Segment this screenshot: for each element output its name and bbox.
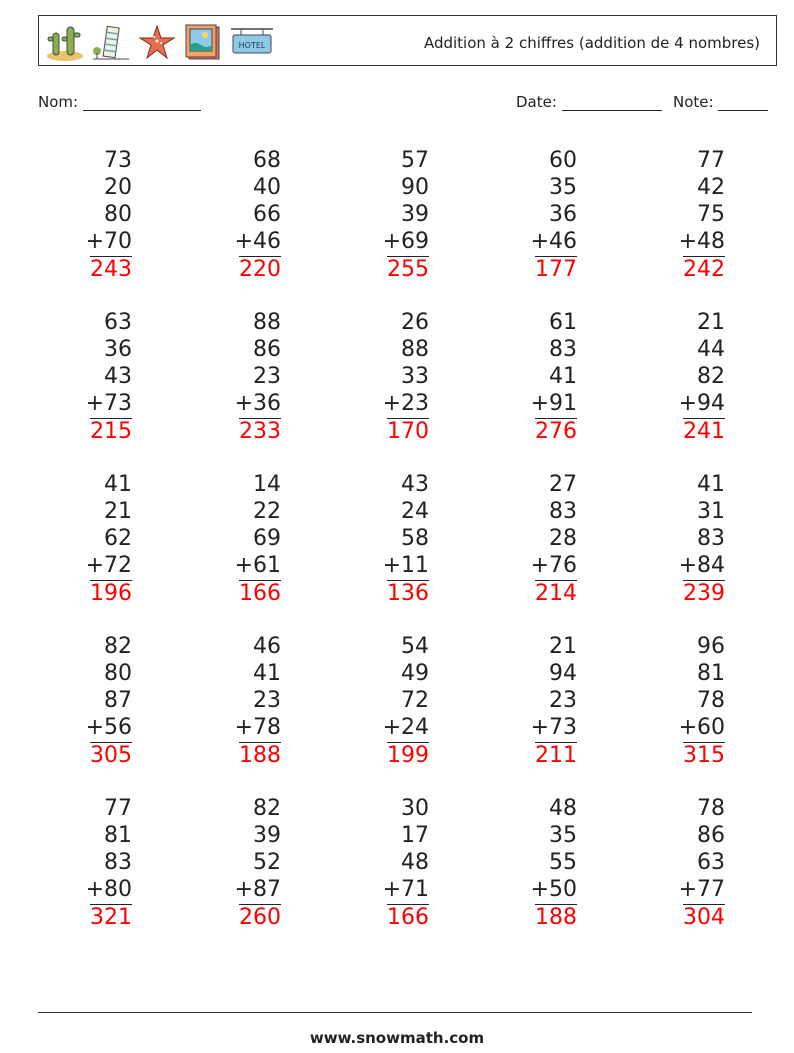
last-addend: +46	[234, 229, 281, 254]
addition-problem	[477, 309, 577, 445]
addend: 40	[253, 175, 281, 200]
addend: 63	[104, 310, 132, 335]
addend: 81	[104, 823, 132, 848]
addend: 83	[697, 526, 725, 551]
date-label: Date:	[516, 93, 557, 111]
addend: 83	[549, 337, 577, 362]
last-addend: +46	[530, 229, 577, 254]
addition-problem	[32, 795, 132, 931]
addend: 21	[697, 310, 725, 335]
addition-problem	[181, 795, 281, 931]
addition-problem	[625, 309, 725, 445]
addition-problem	[32, 471, 132, 607]
addend: 55	[549, 850, 577, 875]
addition-problem	[181, 147, 281, 283]
last-addend: +61	[234, 553, 281, 578]
addend: 20	[104, 175, 132, 200]
starfish-icon	[137, 23, 177, 61]
addend: 86	[253, 337, 281, 362]
addition-problem	[477, 795, 577, 931]
answer: 239	[683, 581, 725, 606]
addend: 82	[253, 796, 281, 821]
answer: 241	[683, 419, 725, 444]
addend: 63	[697, 850, 725, 875]
answer: 304	[683, 905, 725, 930]
addend: 39	[401, 202, 429, 227]
addend: 86	[697, 823, 725, 848]
addend: 73	[104, 148, 132, 173]
date-field[interactable]	[516, 93, 662, 111]
addend: 44	[697, 337, 725, 362]
answer: 215	[90, 419, 132, 444]
addend: 81	[697, 661, 725, 686]
last-addend: +91	[530, 391, 577, 416]
addend: 36	[104, 337, 132, 362]
addend: 61	[549, 310, 577, 335]
addend: 35	[549, 823, 577, 848]
answer: 242	[683, 257, 725, 282]
addition-problem	[625, 633, 725, 769]
addend: 96	[697, 634, 725, 659]
addend: 30	[401, 796, 429, 821]
last-addend: +24	[382, 715, 429, 740]
addend: 77	[104, 796, 132, 821]
addition-problem	[181, 471, 281, 607]
addition-problem	[477, 147, 577, 283]
addend: 80	[104, 202, 132, 227]
answer: 305	[90, 743, 132, 768]
addend: 43	[104, 364, 132, 389]
addend: 72	[401, 688, 429, 713]
addend: 41	[549, 364, 577, 389]
answer: 255	[387, 257, 429, 282]
addend: 66	[253, 202, 281, 227]
addend: 78	[697, 796, 725, 821]
answer: 188	[535, 905, 577, 930]
answer: 196	[90, 581, 132, 606]
last-addend: +73	[85, 391, 132, 416]
last-addend: +76	[530, 553, 577, 578]
addend: 94	[549, 661, 577, 686]
addend: 48	[401, 850, 429, 875]
addend: 87	[104, 688, 132, 713]
addition-problem	[625, 147, 725, 283]
addend: 82	[697, 364, 725, 389]
answer: 243	[90, 257, 132, 282]
last-addend: +60	[678, 715, 725, 740]
addend: 39	[253, 823, 281, 848]
last-addend: +69	[382, 229, 429, 254]
addend: 41	[104, 472, 132, 497]
addend: 24	[401, 499, 429, 524]
addend: 46	[253, 634, 281, 659]
addend: 49	[401, 661, 429, 686]
answer: 220	[239, 257, 281, 282]
addend: 14	[253, 472, 281, 497]
addend: 36	[549, 202, 577, 227]
addend: 69	[253, 526, 281, 551]
score-blank[interactable]	[718, 96, 768, 111]
addend: 78	[697, 688, 725, 713]
addition-problem	[477, 471, 577, 607]
last-addend: +70	[85, 229, 132, 254]
addend: 41	[253, 661, 281, 686]
addition-problem	[329, 795, 429, 931]
last-addend: +36	[234, 391, 281, 416]
addend: 57	[401, 148, 429, 173]
answer: 276	[535, 419, 577, 444]
addend: 62	[104, 526, 132, 551]
addend: 21	[104, 499, 132, 524]
addend: 83	[104, 850, 132, 875]
last-addend: +78	[234, 715, 281, 740]
header-box	[38, 15, 777, 66]
addend: 68	[253, 148, 281, 173]
addition-problem	[329, 471, 429, 607]
addend: 48	[549, 796, 577, 821]
addition-problem	[625, 795, 725, 931]
name-field[interactable]	[38, 93, 201, 111]
answer: 166	[239, 581, 281, 606]
answer: 170	[387, 419, 429, 444]
addition-problem	[329, 309, 429, 445]
addend: 77	[697, 148, 725, 173]
last-addend: +71	[382, 877, 429, 902]
last-addend: +23	[382, 391, 429, 416]
addition-problem	[32, 309, 132, 445]
addend: 33	[401, 364, 429, 389]
addition-problem	[625, 471, 725, 607]
addend: 17	[401, 823, 429, 848]
answer: 166	[387, 905, 429, 930]
answer: 136	[387, 581, 429, 606]
answer: 321	[90, 905, 132, 930]
addition-problem	[329, 633, 429, 769]
addend: 88	[253, 310, 281, 335]
cactus-icon	[45, 23, 85, 61]
addend: 41	[697, 472, 725, 497]
answer: 315	[683, 743, 725, 768]
addend: 88	[401, 337, 429, 362]
last-addend: +73	[530, 715, 577, 740]
pisa-tower-icon	[91, 23, 131, 61]
addition-problem	[181, 633, 281, 769]
addend: 28	[549, 526, 577, 551]
addend: 54	[401, 634, 429, 659]
name-blank[interactable]	[83, 96, 201, 111]
last-addend: +80	[85, 877, 132, 902]
date-blank[interactable]	[562, 96, 662, 111]
answer: 211	[535, 743, 577, 768]
name-label: Nom:	[38, 93, 79, 111]
answer: 188	[239, 743, 281, 768]
last-addend: +94	[678, 391, 725, 416]
answer: 199	[387, 743, 429, 768]
addend: 23	[549, 688, 577, 713]
score-field[interactable]	[673, 93, 768, 111]
last-addend: +72	[85, 553, 132, 578]
score-label: Note:	[673, 93, 714, 111]
addend: 42	[697, 175, 725, 200]
addend: 80	[104, 661, 132, 686]
addend: 90	[401, 175, 429, 200]
last-addend: +77	[678, 877, 725, 902]
addend: 75	[697, 202, 725, 227]
addend: 21	[549, 634, 577, 659]
addend: 23	[253, 364, 281, 389]
answer: 177	[535, 257, 577, 282]
hotel-sign-icon	[229, 23, 275, 61]
addition-problem	[32, 633, 132, 769]
addition-problem	[32, 147, 132, 283]
answer: 260	[239, 905, 281, 930]
last-addend: +50	[530, 877, 577, 902]
page-title: Addition à 2 chiffres (addition de 4 nombres)	[423, 34, 760, 52]
last-addend: +56	[85, 715, 132, 740]
hotel-sign-text: HOTEL	[238, 41, 266, 50]
last-addend: +48	[678, 229, 725, 254]
postcard-icon	[183, 23, 223, 61]
addend: 26	[401, 310, 429, 335]
answer: 233	[239, 419, 281, 444]
addend: 52	[253, 850, 281, 875]
addition-problem	[181, 309, 281, 445]
last-addend: +84	[678, 553, 725, 578]
addend: 83	[549, 499, 577, 524]
addend: 43	[401, 472, 429, 497]
addend: 31	[697, 499, 725, 524]
answer: 214	[535, 581, 577, 606]
addend: 60	[549, 148, 577, 173]
addend: 58	[401, 526, 429, 551]
addend: 35	[549, 175, 577, 200]
header-icons	[45, 22, 275, 62]
footer-divider	[38, 1012, 752, 1013]
addend: 22	[253, 499, 281, 524]
addend: 82	[104, 634, 132, 659]
addend: 27	[549, 472, 577, 497]
last-addend: +87	[234, 877, 281, 902]
addend: 23	[253, 688, 281, 713]
addition-problem	[329, 147, 429, 283]
last-addend: +11	[382, 553, 429, 578]
addition-problem	[477, 633, 577, 769]
footer-site: www.snowmath.com	[309, 1029, 485, 1047]
